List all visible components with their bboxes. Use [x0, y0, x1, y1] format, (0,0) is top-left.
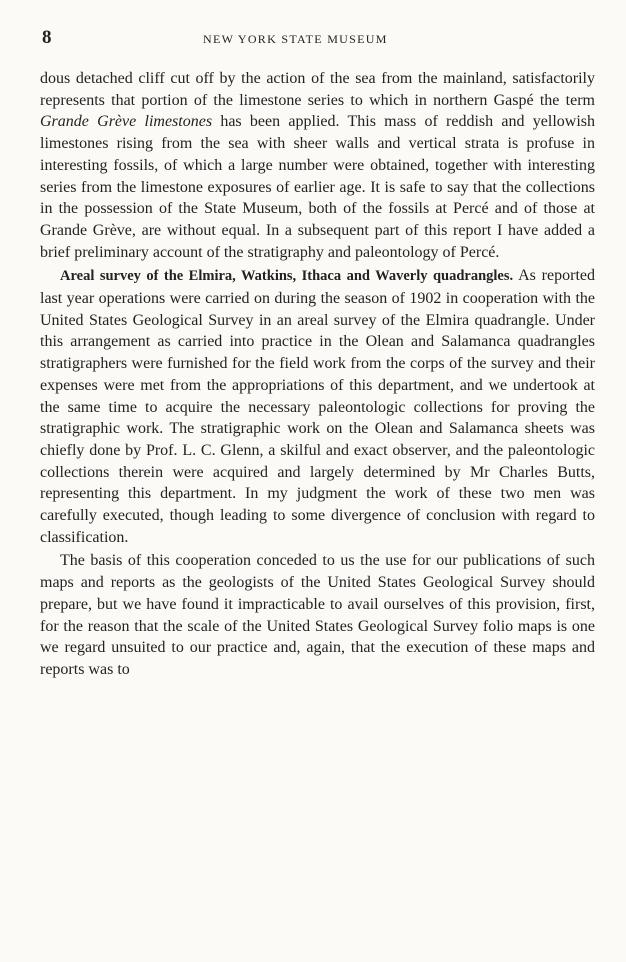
body-text	[40, 68, 595, 681]
paragraph-3	[40, 550, 595, 680]
paragraph-1-text-a: dous detached cliff cut off by the action of the sea from the mainland, satisfactorily represents that portion of the limestone series to which in northern Gaspé the term	[40, 70, 595, 109]
paragraph-3-text: The basis of this cooperation conceded to us the use for our publications of such maps and reports as the geologists of the United States Geological Survey should prepare, but we have found it impracticable to avail ourselves of this provision, first, for the reason that the scale of the United States Geological Survey folio maps is one we regard unsuited to our practice and, again, that the execution of these maps and reports was to	[40, 552, 595, 678]
page-number: 8	[42, 27, 52, 48]
page-header	[0, 27, 626, 49]
paragraph-2	[40, 265, 595, 548]
section-heading: Areal survey of the Elmira, Watkins, Ithaca and Waverly quadrangles.	[60, 268, 514, 285]
italic-term: Grande Grève limestones	[40, 113, 213, 131]
running-head: NEW YORK STATE MUSEUM	[203, 32, 388, 46]
paragraph-1	[40, 68, 595, 263]
paragraph-2-text: As reported last year operations were carried on during the season of 1902 in cooperation with the United States Geological Survey in an areal survey of the Elmira quadrangle. Under this arrangement as carried into practice in the Olean and Salamanca quadrangles stratigraphers were furnished for the field work from the corps of the survey and their expenses were met from the appropriations of this department, and we undertook at the same time to acquire the necessary paleontologic collections for proving the stratigraphic work. The stratigraphic work on the Olean and Salamanca sheets was chiefly done by Prof. L. C. Glenn, a skilful and exact observer, and the paleontologic collections therein were acquired and largely determined by Mr Charles Butts, representing this department. In my judgment the work of these two men was carefully executed, though leading to some divergence of conclusion with regard to classification.	[40, 267, 595, 546]
paragraph-1-text-c: has been applied. This mass of reddish and yellowish limestones rising from the sea with sheer walls and vertical strata is profuse in interesting fossils, of which a large number were obtained, together with interesting series from the limestone exposures of earlier age. It is safe to say that the collections in the possession of the State Museum, both of the fossils at Percé and of those at Grande Grève, are without equal. In a subsequent part of this report I have added a brief preliminary account of the stratigraphy and paleontology of Percé.	[40, 113, 596, 261]
